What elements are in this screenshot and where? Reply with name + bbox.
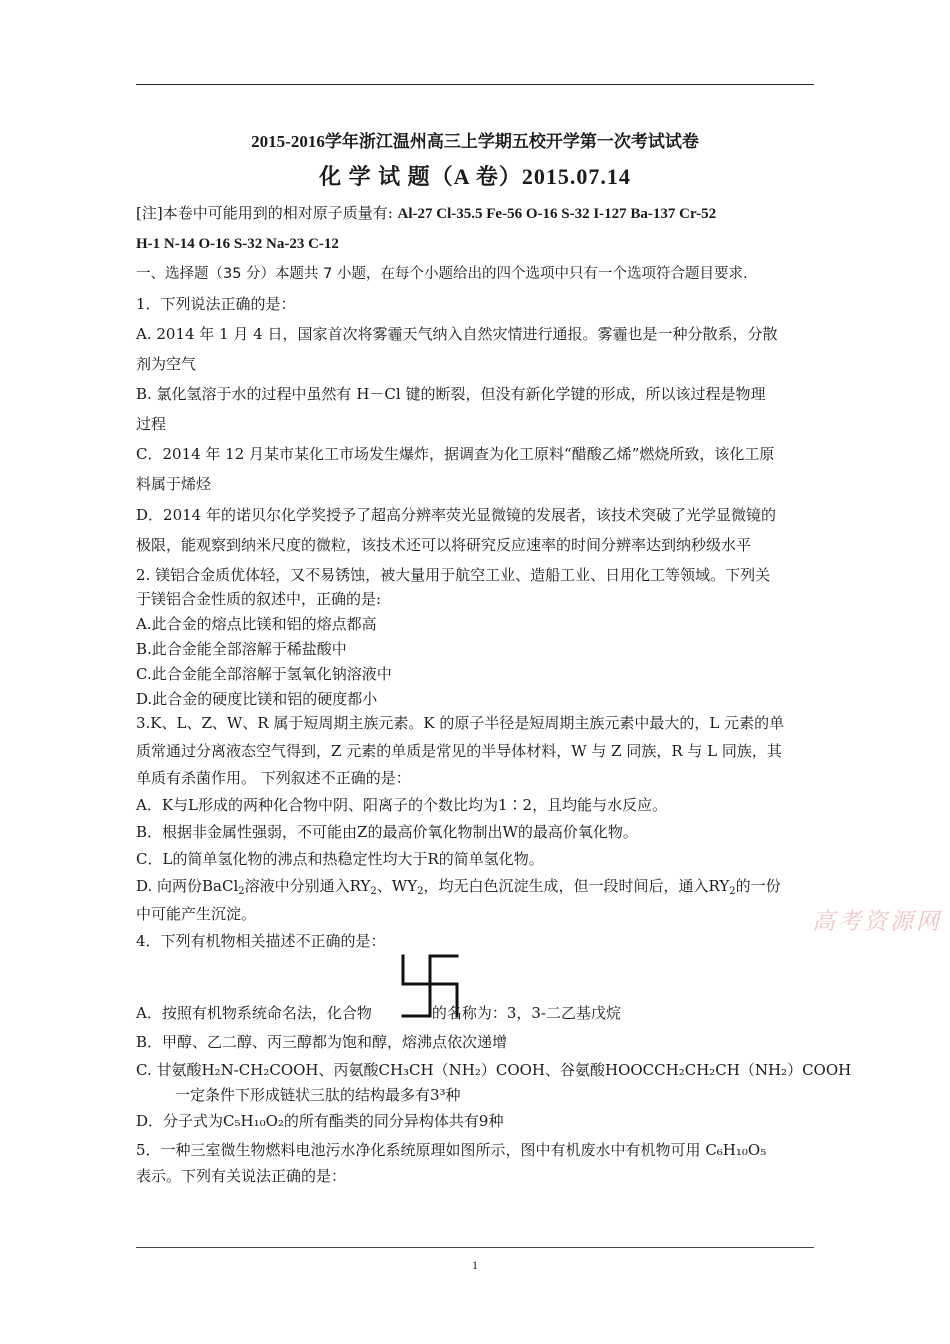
q2-option-c: C.此合金能全部溶解于氢氧化钠溶液中	[136, 665, 392, 683]
subscript: 2	[370, 886, 377, 897]
note-masses-2: H-1 N-14 O-16 S-32 Na-23 C-12	[136, 236, 339, 252]
q2-option-b: B.此合金能全部溶解于稀盐酸中	[136, 640, 347, 658]
q1-option-c: C．2014 年 12 月某市某化工市场发生爆炸，据调查为化工原料“醋酸乙烯”燃烧所致，该化工原	[136, 445, 775, 463]
q4-option-b: B．甲醇、乙二醇、丙三醇都为饱和醇，熔沸点依次递增	[136, 1033, 508, 1051]
exam-title: 2015-2016学年浙江温州高三上学期五校开学第一次考试试卷	[251, 132, 699, 151]
watermark: 高考资源网	[812, 909, 942, 935]
q3-option-a: A．K与L形成的两种化合物中阴、阳离子的个数比均为1∶2，且均能与水反应。	[136, 796, 668, 814]
q3-stem-cont-1: 质常通过分离液态空气得到，Z 元素的单质是常见的半导体材料，W 与 Z 同族，R 与 L 同族，其	[136, 742, 782, 760]
q4-option-a	[136, 1003, 621, 1023]
note-prefix: [注]本卷中可能用到的相对原子质量有:	[136, 204, 398, 222]
q1-option-d-cont: 极限，能观察到纳米尺度的微粒，该技术还可以将研究反应速率的时间分辨率达到纳秒级水平	[136, 536, 752, 554]
q3-option-d	[136, 876, 781, 896]
q2-option-a: A.此合金的熔点比镁和铝的熔点都高	[136, 615, 377, 633]
q3-d-part-5: 的一份	[735, 877, 781, 895]
q2-option-d: D.此合金的硬度比镁和铝的硬度都小	[136, 690, 378, 708]
q1-option-b: B. 氯化氢溶于水的过程中虽然有 H－Cl 键的断裂，但没有新化学键的形成，所以该过程是物理	[136, 385, 766, 403]
q2-stem-cont: 于镁铝合金性质的叙述中，正确的是:	[136, 590, 382, 608]
q1-option-a-cont: 剂为空气	[136, 355, 197, 373]
q4-a-text-2: 的名称为：3，3-二乙基戊烷	[431, 1004, 622, 1022]
q3-option-c: C．L的简单氢化物的沸点和热稳定性均大于R的简单氢化物。	[136, 850, 544, 868]
q4-option-c-cont: 一定条件下形成链状三肽的结构最多有3³种	[175, 1086, 461, 1104]
q2-stem: 2. 镁铝合金质优体轻，又不易锈蚀，被大量用于航空工业、造船工业、日用化工等领域。下列关	[136, 566, 771, 584]
subscript: 2	[238, 886, 245, 897]
q3-d-part-3: 、WY	[376, 877, 418, 895]
q1-option-c-cont: 料属于烯烃	[136, 475, 212, 493]
q3-d-part-2: 溶液中分别通入RY	[244, 877, 371, 895]
q3-stem: 3.K、L、Z、W、R 属于短周期主族元素。K 的原子半径是短周期主族元素中最大的，L 元素的单	[136, 714, 785, 732]
q4-a-text-1: A．按照有机物系统命名法，化合物	[136, 1004, 372, 1022]
q3-option-d-cont: 中可能产生沉淀。	[136, 905, 257, 923]
subscript: 2	[729, 886, 736, 897]
q4-stem: 4．下列有机物相关描述不正确的是：	[136, 932, 386, 950]
q1-option-b-cont: 过程	[136, 415, 167, 433]
subscript: 2	[417, 886, 424, 897]
q3-d-part-4: ，均无白色沉淀生成，但一段时间后，通入RY	[423, 877, 730, 895]
footer-rule	[136, 1247, 814, 1248]
section-heading: 一、选择题（35 分）本题共 7 小题，在每个小题给出的四个选项中只有一个选项符合题目要求.	[136, 266, 748, 282]
q1-option-a: A. 2014 年 1 月 4 日，国家首次将雾霾天气纳入自然灾情进行通报。雾霾也是一种分散系，分散	[136, 325, 778, 343]
top-rule	[136, 84, 814, 85]
q3-d-part-1: D. 向两份BaCl	[136, 877, 239, 895]
q1-stem: 1．下列说法正确的是：	[136, 295, 296, 313]
q5-stem-cont: 表示。下列有关说法正确的是：	[136, 1167, 347, 1185]
q1-option-d: D．2014 年的诺贝尔化学奖授予了超高分辨率荧光显微镜的发展者，该技术突破了光学显微镜的	[136, 506, 776, 524]
q5-stem: 5．一种三室微生物燃料电池污水净化系统原理如图所示，图中有机废水中有机物可用 C₆H₁₀O₅	[136, 1141, 767, 1159]
q4-option-c: C. 甘氨酸H₂N-CH₂COOH、丙氨酸CH₃CH（NH₂）COOH、谷氨酸HOOCCH₂CH₂CH（NH₂）COOH	[136, 1061, 852, 1079]
q3-stem-cont-2: 单质有杀菌作用。 下列叙述不正确的是：	[136, 769, 411, 787]
q3-option-b: B．根据非金属性强弱，不可能由Z的最高价氧化物制出W的最高价氧化物。	[136, 823, 638, 841]
q4-option-d: D．分子式为C₅H₁₀O₂的所有酯类的同分异构体共有9种	[136, 1112, 504, 1130]
exam-subtitle: 化 学 试 题（A 卷）2015.07.14	[319, 164, 631, 189]
atomic-mass-note	[136, 203, 716, 224]
page-number: 1	[472, 1258, 478, 1272]
note-masses-1: Al-27 Cl-35.5 Fe-56 O-16 S-32 I-127 Ba-137 Cr-52	[397, 206, 717, 222]
